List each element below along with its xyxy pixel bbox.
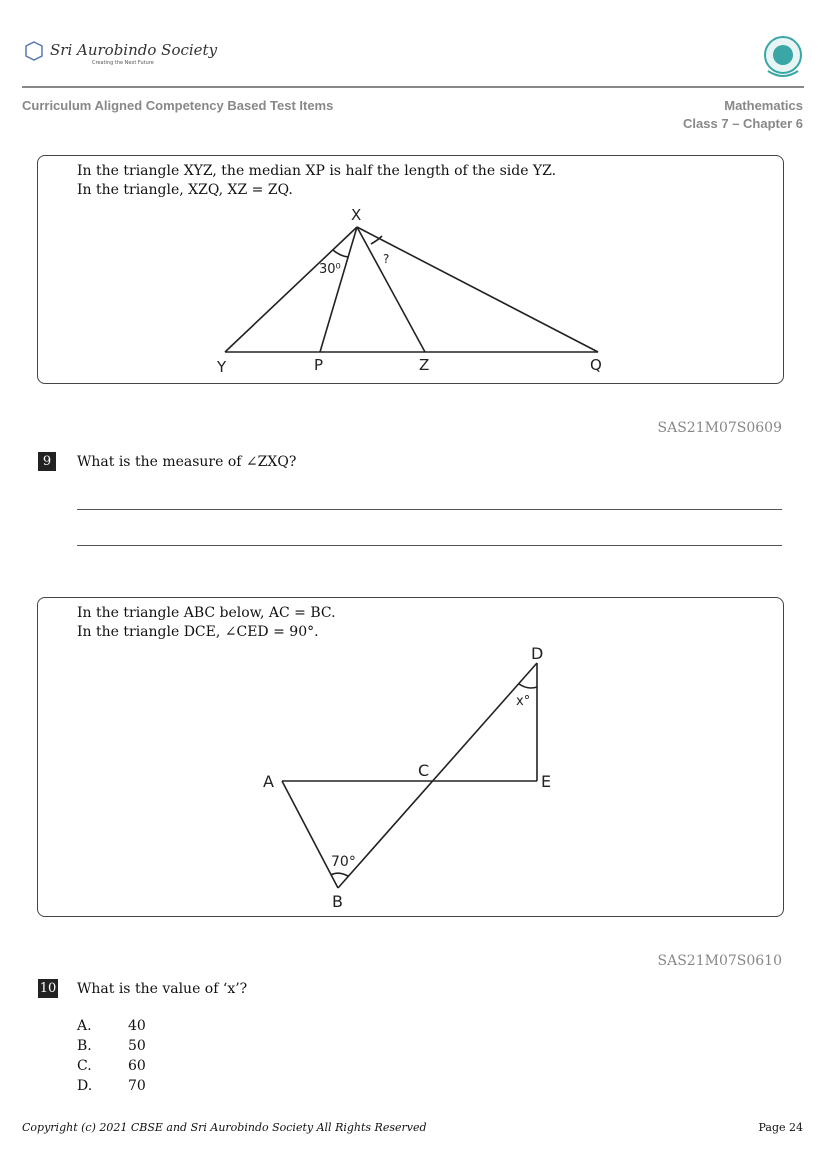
label-e: E [541, 772, 552, 791]
angle-70: 70° [331, 854, 356, 870]
option-c-value[interactable]: 60 [128, 1058, 146, 1074]
q9-context-line-2: In the triangle, XZQ, XZ = ZQ. [77, 182, 293, 198]
label-z: Z [419, 356, 430, 374]
q10-question: What is the value of ‘x’? [77, 981, 248, 997]
header-subject: Mathematics [724, 98, 803, 113]
q10-number: 10 [39, 981, 57, 996]
header-title: Curriculum Aligned Competency Based Test Items [22, 98, 334, 113]
label-c: C [418, 761, 430, 780]
footer-copyright: Copyright (c) 2021 CBSE and Sri Aurobindo Society All Rights Reserved [22, 1121, 427, 1134]
option-a-value[interactable]: 40 [128, 1018, 146, 1034]
q10-context-line-2: In the triangle DCE, ∠CED = 90°. [77, 624, 319, 640]
label-a: A [263, 772, 274, 791]
label-p: P [314, 356, 324, 374]
header-class-chapter: Class 7 – Chapter 6 [683, 116, 803, 131]
q9-item-code: SAS21M07S0609 [657, 420, 782, 436]
q9-question: What is the measure of ∠ZXQ? [77, 454, 297, 470]
label-q: Q [590, 356, 602, 374]
label-x: X [351, 206, 362, 224]
angle-unknown: ? [383, 252, 390, 266]
q10-context-line-1: In the triangle ABC below, AC = BC. [77, 605, 336, 621]
option-d-letter[interactable]: D. [77, 1078, 93, 1094]
label-b: B [332, 892, 343, 911]
q9-context-line-1: In the triangle XYZ, the median XP is half the length of the side YZ. [77, 163, 557, 179]
option-c-letter[interactable]: C. [77, 1058, 92, 1074]
label-y: Y [217, 358, 227, 376]
footer-page-number: Page 24 [758, 1121, 803, 1134]
option-b-letter[interactable]: B. [77, 1038, 92, 1054]
angle-30: 30⁰ [319, 262, 341, 277]
option-b-value[interactable]: 50 [128, 1038, 146, 1054]
angle-x: x° [516, 694, 531, 709]
option-a-letter[interactable]: A. [77, 1018, 92, 1034]
q10-item-code: SAS21M07S0610 [657, 953, 782, 969]
q9-number: 9 [38, 452, 56, 471]
label-d: D [531, 644, 544, 663]
option-d-value[interactable]: 70 [128, 1078, 146, 1094]
svg-text:Creating the Next Future: Creating the Next Future [92, 60, 154, 66]
svg-text:Sri Aurobindo Society: Sri Aurobindo Society [50, 41, 218, 59]
